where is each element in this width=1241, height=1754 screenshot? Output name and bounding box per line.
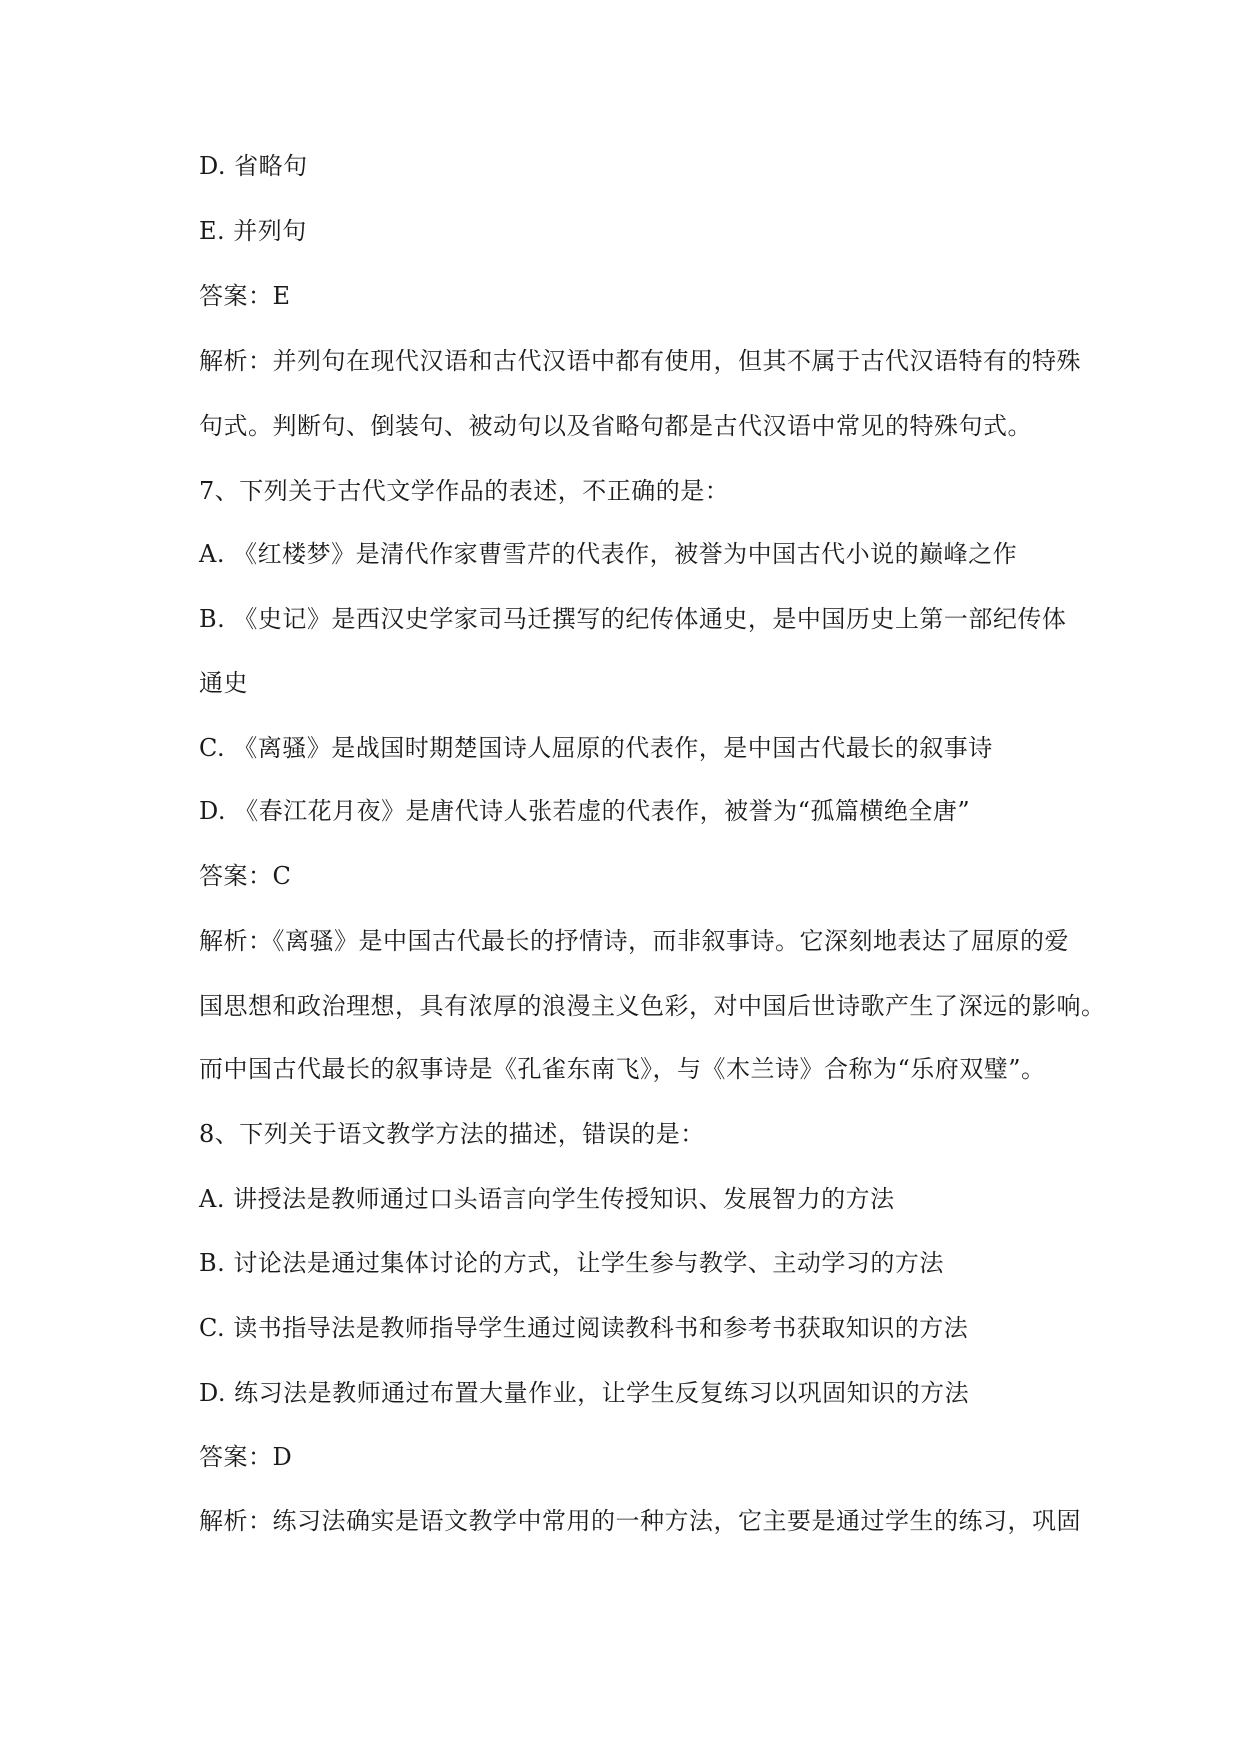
q6-analysis-line-1: 解析：并列句在现代汉语和古代汉语中都有使用，但其不属于古代汉语特有的特殊 bbox=[199, 347, 1081, 375]
q6-option-e: E. 并列句 bbox=[199, 217, 307, 245]
q7-question: 7、下列关于古代文学作品的表述，不正确的是： bbox=[199, 477, 730, 505]
q6-analysis-line-2: 句式。判断句、倒装句、被动句以及省略句都是古代汉语中常见的特殊句式。 bbox=[199, 412, 1032, 440]
q7-analysis-line-1: 解析：《离骚》是中国古代最长的抒情诗，而非叙事诗。它深刻地表达了屈原的爱 bbox=[199, 927, 1069, 955]
q7-option-c: C. 《离骚》是战国时期楚国诗人屈原的代表作，是中国古代最长的叙事诗 bbox=[199, 734, 993, 762]
q8-question: 8、下列关于语文教学方法的描述，错误的是： bbox=[199, 1120, 705, 1148]
q8-answer: 答案：D bbox=[199, 1443, 293, 1471]
q7-option-b-line-2: 通史 bbox=[199, 669, 248, 697]
q7-analysis-line-3: 而中国古代最长的叙事诗是《孔雀东南飞》，与《木兰诗》合称为“乐府双璧”。 bbox=[199, 1055, 1046, 1083]
q6-answer: 答案：E bbox=[199, 282, 291, 310]
q8-option-d: D. 练习法是教师通过布置大量作业，让学生反复练习以巩固知识的方法 bbox=[199, 1379, 970, 1407]
q8-option-a: A. 讲授法是教师通过口头语言向学生传授知识、发展智力的方法 bbox=[199, 1185, 895, 1213]
q8-option-c: C. 读书指导法是教师指导学生通过阅读教科书和参考书获取知识的方法 bbox=[199, 1314, 969, 1342]
q8-option-b: B. 讨论法是通过集体讨论的方式，让学生参与教学、主动学习的方法 bbox=[199, 1249, 944, 1277]
q8-analysis-line-1: 解析：练习法确实是语文教学中常用的一种方法，它主要是通过学生的练习，巩固 bbox=[199, 1507, 1081, 1535]
q7-option-a: A. 《红楼梦》是清代作家曹雪芹的代表作，被誉为中国古代小说的巅峰之作 bbox=[199, 540, 1018, 568]
q7-option-b-line-1: B. 《史记》是西汉史学家司马迁撰写的纪传体通史，是中国历史上第一部纪传体 bbox=[199, 605, 1067, 633]
q7-answer: 答案：C bbox=[199, 862, 292, 890]
q7-option-d: D. 《春江花月夜》是唐代诗人张若虚的代表作，被誉为“孤篇横绝全唐” bbox=[199, 797, 971, 825]
q7-analysis-line-2: 国思想和政治理想，具有浓厚的浪漫主义色彩，对中国后世诗歌产生了深远的影响。 bbox=[199, 992, 1106, 1020]
q6-option-d: D. 省略句 bbox=[199, 152, 308, 180]
